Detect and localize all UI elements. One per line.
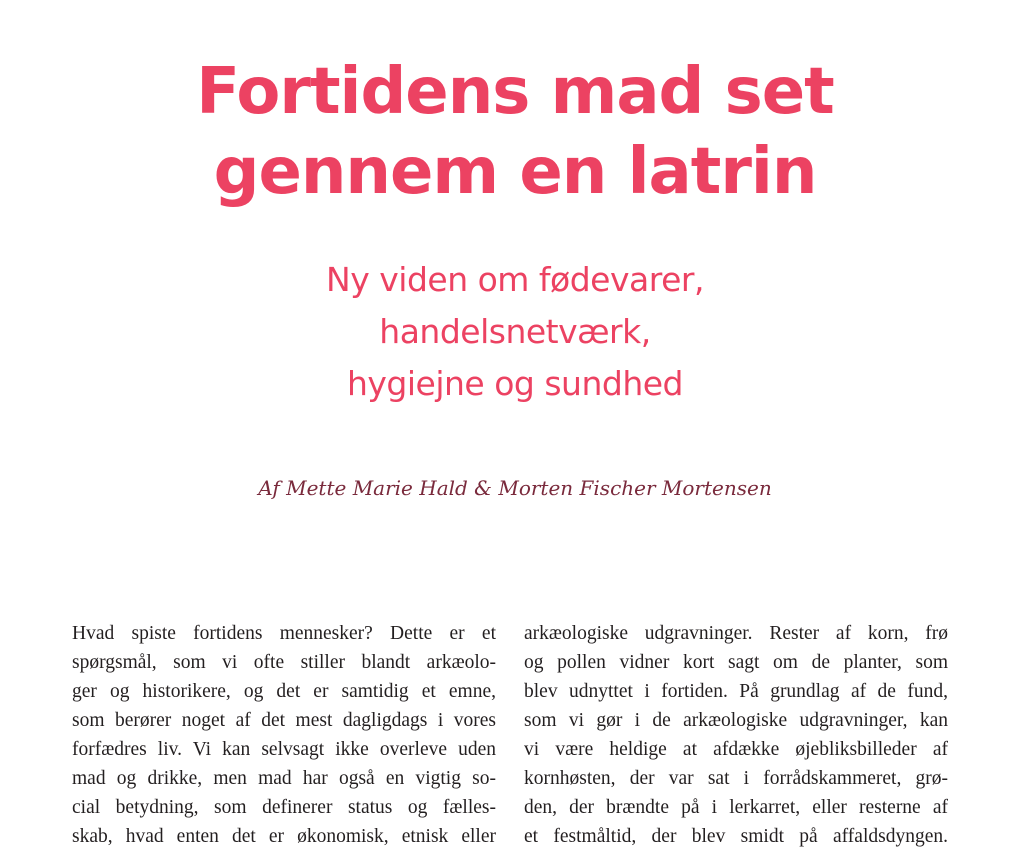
article-subtitle: [0, 254, 1030, 410]
text-line: og pollen vidner kort sagt om de planter, som: [524, 652, 948, 673]
text-line: forfædres liv. Vi kan selvsagt ikke overleve uden: [72, 739, 496, 760]
text-line: den, der brændte på i lerkarret, eller resterne af: [524, 797, 948, 818]
text-line: skab, hvad enten det er økonomisk, etnisk eller: [72, 826, 496, 847]
author-byline: Af Mette Marie Hald & Morten Fischer Mortensen: [258, 476, 772, 500]
article-title-line: Fortidens mad set: [196, 55, 834, 129]
text-line: mad og drikke, men mad har også en vigtig so-: [72, 768, 496, 789]
text-line: kornhøsten, der var sat i forrådskammeret, grø-: [524, 768, 948, 789]
text-line: Hvad spiste fortidens mennesker? Dette er et: [72, 623, 496, 644]
text-line: vi være heldige at afdække øjebliksbilleder af: [524, 739, 948, 760]
body-column-right: [524, 619, 948, 851]
text-line: spørgsmål, som vi ofte stiller blandt arkæolo-: [72, 652, 496, 673]
article-subtitle-line: handelsnetværk,: [379, 312, 651, 351]
text-line: blev udnyttet i fortiden. På grundlag af de fund,: [524, 681, 948, 702]
article-subtitle-line: hygiejne og sundhed: [346, 364, 683, 403]
text-line: som berører noget af det mest dagligdags i vores: [72, 710, 496, 731]
article-subtitle-line: Ny viden om fødevarer,: [326, 260, 704, 299]
text-line: arkæologiske udgravninger. Rester af korn, frø: [524, 623, 948, 644]
text-line: ger og historikere, og det er samtidig et emne,: [72, 681, 496, 702]
text-line: cial betydning, som definerer status og fælles-: [72, 797, 496, 818]
body-column-left: [72, 619, 496, 851]
text-line: som vi gør i de arkæologiske udgravninger, kan: [524, 710, 948, 731]
article-title: [0, 52, 1030, 212]
article-title-line: gennem en latrin: [213, 135, 817, 209]
text-line: et festmåltid, der blev smidt på affaldsdyngen.: [524, 826, 948, 847]
